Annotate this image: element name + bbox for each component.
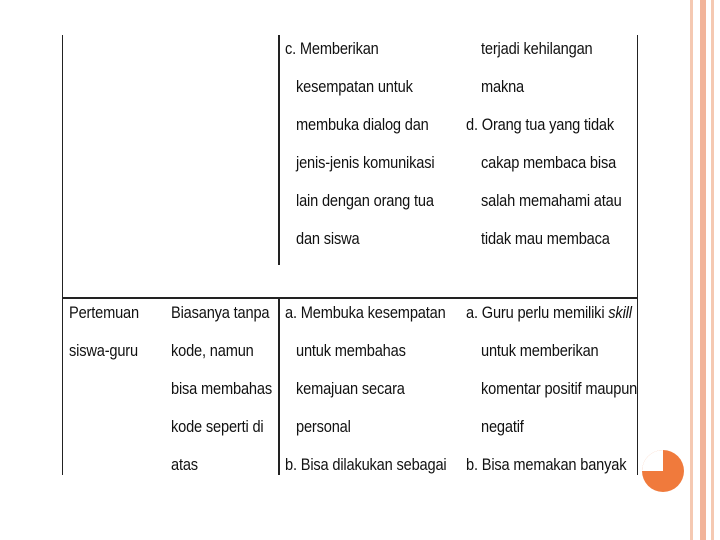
text-line: membuka dialog dan bbox=[296, 115, 429, 134]
text-line: cakap membaca bisa bbox=[481, 153, 617, 172]
text-line: atas bbox=[171, 455, 198, 474]
row-divider bbox=[63, 297, 637, 299]
text-line: kemajuan secara bbox=[296, 379, 405, 398]
text-line: siswa-guru bbox=[69, 341, 138, 360]
text-line: kode seperti di bbox=[171, 417, 264, 436]
text-segment: a. Guru perlu memiliki bbox=[466, 303, 609, 322]
text-line: d. Orang tua yang tidak bbox=[466, 115, 615, 134]
text-line: untuk membahas bbox=[296, 341, 406, 360]
text-line: dan siswa bbox=[296, 229, 360, 248]
decorative-circle-icon bbox=[641, 449, 685, 493]
text-line: bisa membahas bbox=[171, 379, 272, 398]
text-line: komentar positif maupun bbox=[481, 379, 638, 398]
column-divider bbox=[278, 297, 280, 475]
text-line: b. Bisa dilakukan sebagai bbox=[285, 455, 447, 474]
frame-line-inner bbox=[690, 0, 693, 540]
text-line: makna bbox=[481, 77, 525, 96]
text-line: terjadi kehilangan bbox=[481, 39, 593, 58]
text-line: tidak mau membaca bbox=[481, 229, 610, 248]
text-line: untuk memberikan bbox=[481, 341, 599, 360]
text-line: Biasanya tanpa bbox=[171, 303, 270, 322]
text-line: jenis-jenis komunikasi bbox=[296, 153, 435, 172]
text-line: kesempatan untuk bbox=[296, 77, 413, 96]
text-line bbox=[466, 303, 632, 323]
text-line: salah memahami atau bbox=[481, 191, 622, 210]
text-line: b. Bisa memakan banyak bbox=[466, 455, 627, 474]
frame-line-outer bbox=[711, 0, 714, 540]
text-line: c. Memberikan bbox=[285, 39, 379, 58]
text-line: kode, namun bbox=[171, 341, 254, 360]
italic-term: skill bbox=[608, 303, 632, 322]
text-line: lain dengan orang tua bbox=[296, 191, 434, 210]
text-line: personal bbox=[296, 417, 351, 436]
text-line: a. Membuka kesempatan bbox=[285, 303, 446, 322]
column-divider bbox=[278, 35, 280, 265]
text-line: Pertemuan bbox=[69, 303, 139, 322]
frame-line-middle bbox=[700, 0, 706, 540]
text-line: negatif bbox=[481, 417, 524, 436]
document-table bbox=[62, 35, 638, 475]
